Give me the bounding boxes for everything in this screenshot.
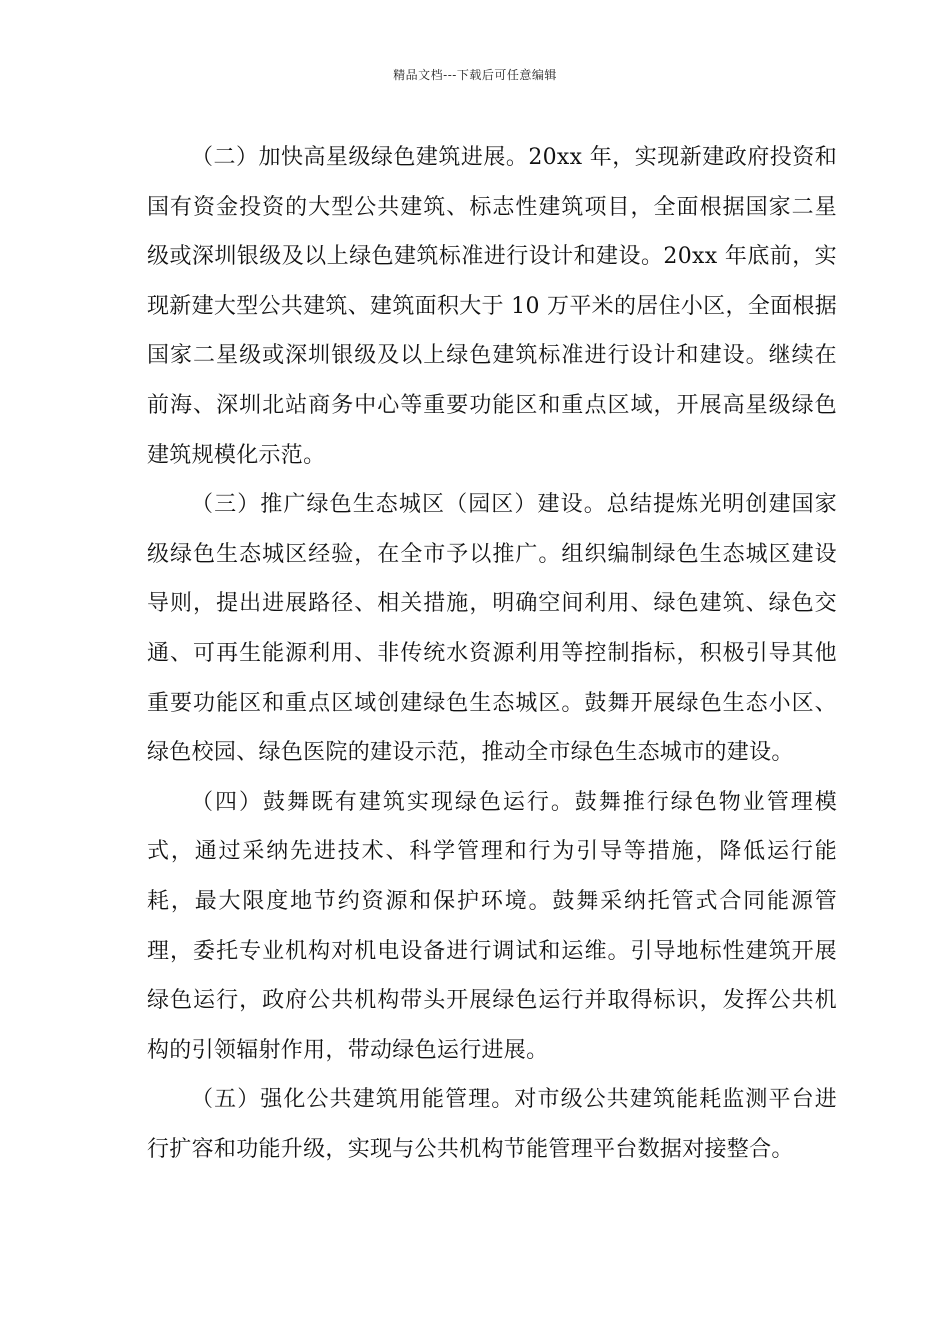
paragraph-section-2: （二）加快高星级绿色建筑进展。20xx 年，实现新建政府投资和国有资金投资的大型公共建筑、标志性建筑项目，全面根据国家二星级或深圳银级及以上绿色建筑标准进行设计和建设。20xx 年底前，实现新建大型公共建筑、建筑面积大于 10 万平米的居住小区，全面根据国家二星级或深圳银级及以上绿色建筑标准进行设计和建设。继续在前海、深圳北站商务中心等重要功能区和重点区域，开展高星级绿色建筑规模化示范。 bbox=[147, 145, 837, 468]
paragraph-section-4: （四）鼓舞既有建筑实现绿色运行。鼓舞推行绿色物业管理模式，通过采纳先进技术、科学管理和行为引导等措施，降低运行能耗，最大限度地节约资源和保护环境。鼓舞采纳托管式合同能源管理，委托专业机构对机电设备进行调试和运维。引导地标性建筑开展绿色运行，政府公共机构带头开展绿色运行并取得标识，发挥公共机构的引领辐射作用，带动绿色运行进展。 bbox=[147, 789, 837, 1063]
paragraph-section-3: （三）推广绿色生态城区（园区）建设。总结提炼光明创建国家级绿色生态城区经验，在全市予以推广。组织编制绿色生态城区建设导则，提出进展路径、相关措施，明确空间利用、绿色建筑、绿色交通、可再生能源利用、非传统水资源利用等控制指标，积极引导其他重要功能区和重点区域创建绿色生态城区。鼓舞开展绿色生态小区、绿色校园、绿色医院的建设示范，推动全市绿色生态城市的建设。 bbox=[147, 492, 837, 766]
page-header: 精品文档---下载后可任意编辑 bbox=[393, 68, 557, 82]
document-body bbox=[147, 133, 837, 1174]
paragraph-section-5: （五）强化公共建筑用能管理。对市级公共建筑能耗监测平台进行扩容和功能升级，实现与公共机构节能管理平台数据对接整合。 bbox=[147, 1087, 837, 1162]
